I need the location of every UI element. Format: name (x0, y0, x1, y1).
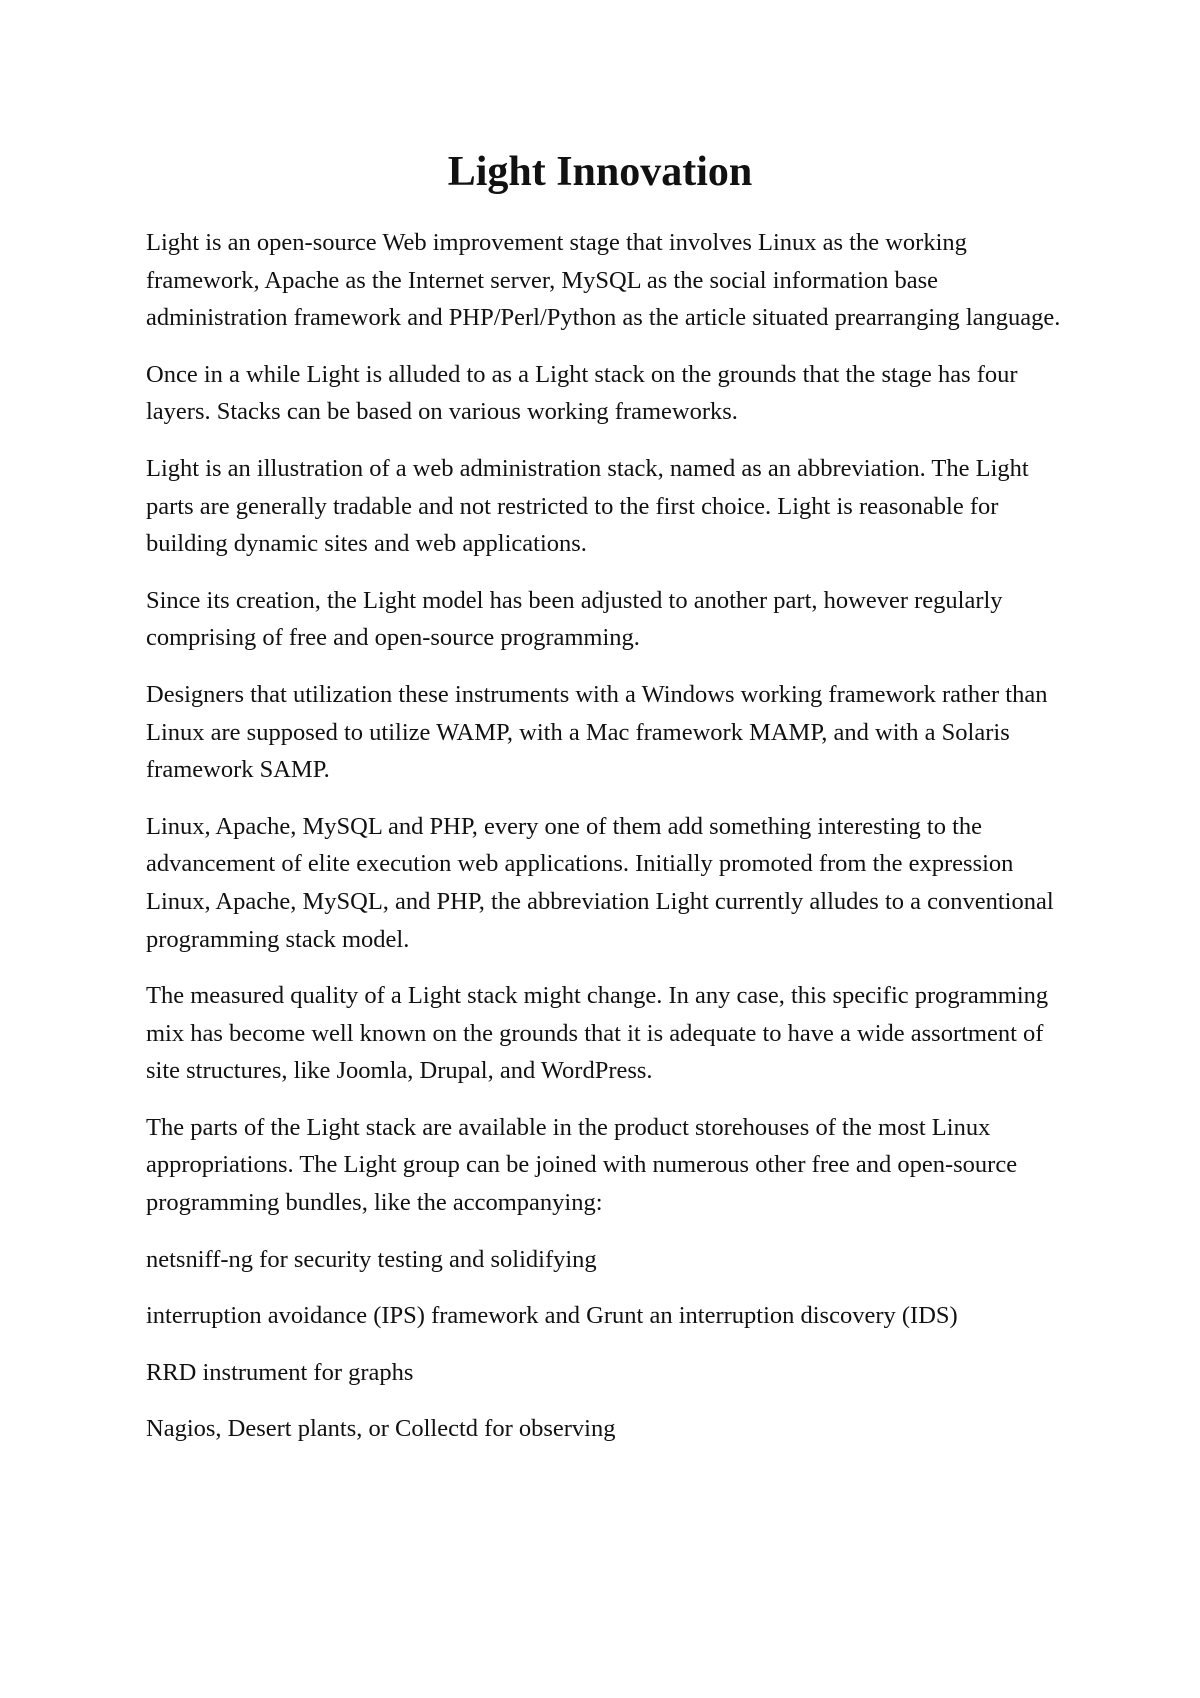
paragraph-5: Designers that utilization these instruments with a Windows working framework rather than Linux are supposed to utilize WAMP, with a Mac framework MAMP, and with a Solaris framework SAMP. (146, 680, 1048, 784)
list-item-ips-ids: interruption avoidance (IPS) framework and Grunt an interruption discovery (IDS) (146, 1302, 958, 1330)
paragraph-4: Since its creation, the Light model has been adjusted to another part, however regularly comprising of free and open-source programming. (146, 586, 1003, 652)
list-item-rrd: RRD instrument for graphs (146, 1358, 414, 1386)
page-title: Light Innovation (447, 149, 753, 195)
paragraph-6: Linux, Apache, MySQL and PHP, every one of them add something interesting to the advancement of elite execution web applications. Initially promoted from the expression Linux, Apache, MySQL, and PHP, the abbreviation Light currently alludes to a conventional programming stack model. (146, 812, 1054, 953)
list-item-netsniff: netsniff-ng for security testing and solidifying (146, 1245, 597, 1273)
document-body (146, 224, 1076, 1467)
paragraph-7: The measured quality of a Light stack might change. In any case, this specific programming mix has become well known on the grounds that it is adequate to have a wide assortment of site structures, like Joomla, Drupal, and WordPress. (146, 982, 1049, 1085)
paragraph-8: The parts of the Light stack are available in the product storehouses of the most Linux appropriations. The Light group can be joined with numerous other free and open-source programming bundles, like the accompanying: (146, 1113, 1018, 1217)
list-item-nagios: Nagios, Desert plants, or Collectd for observing (146, 1415, 616, 1443)
paragraph-3: Light is an illustration of a web administration stack, named as an abbreviation. The Light parts are generally tradable and not restricted to the first choice. Light is reasonable for building dynamic sites and web applications. (146, 454, 1029, 558)
paragraph-1: Light is an open-source Web improvement stage that involves Linux as the working framework, Apache as the Internet server, MySQL as the social information base administration framework and PHP/Perl/Python as the article situated prearranging language. (146, 229, 1061, 332)
paragraph-2: Once in a while Light is alluded to as a Light stack on the grounds that the stage has four layers. Stacks can be based on various working frameworks. (146, 360, 1018, 426)
